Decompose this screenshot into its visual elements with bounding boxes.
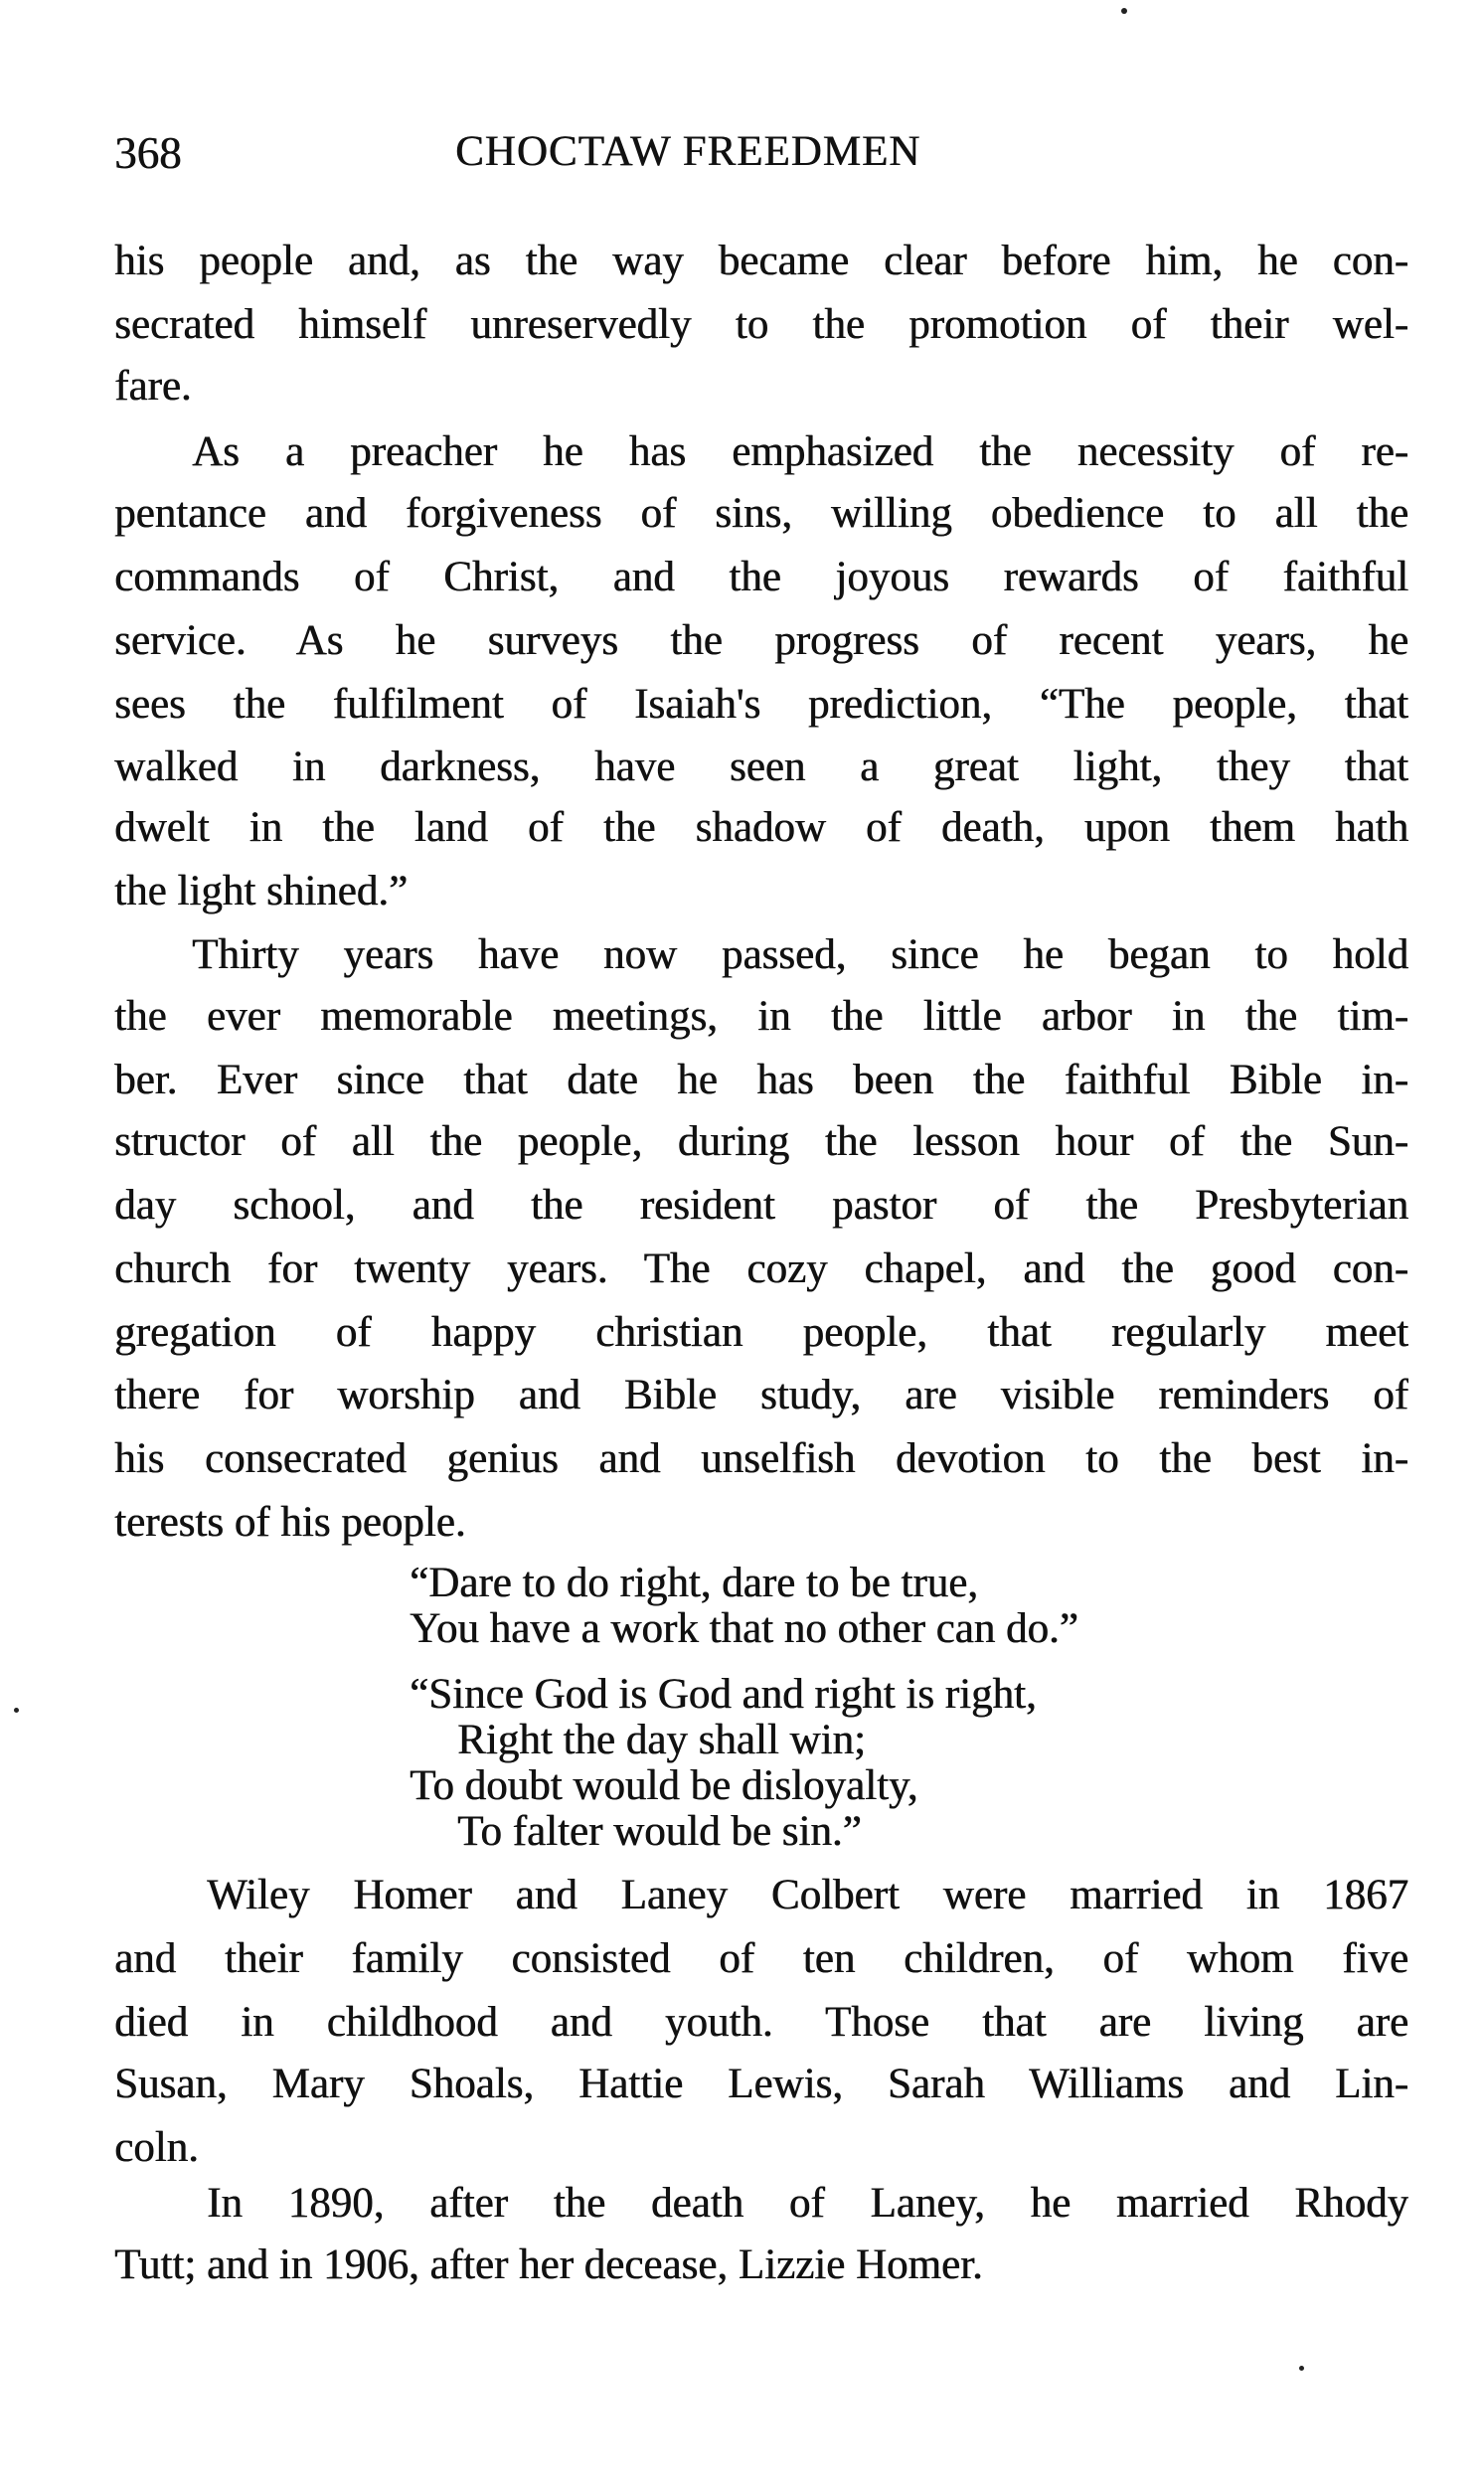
text-line: there for worship and Bible study, are visible reminders of [114,1372,1408,1418]
page-number: 368 [114,128,182,178]
poem-line: To falter would be sin.” [457,1808,862,1855]
text-line: his consecrated genius and unselfish devotion to the best in- [114,1435,1408,1482]
text-line: gregation of happy christian people, that regularly meet [114,1309,1408,1356]
print-speck [1121,8,1127,14]
text-line: and their family consisted of ten children, of whom five [114,1935,1408,1982]
text-line: pentance and forgiveness of sins, willing obedience to all the [114,490,1408,537]
text-line: the light shined.” [114,868,408,914]
text-line: Susan, Mary Shoals, Hattie Lewis, Sarah Williams and Lin- [114,2061,1408,2107]
text-line: service. As he surveys the progress of recent years, he [114,617,1408,664]
running-title: CHOCTAW FREEDMEN [455,128,921,175]
text-line: Tutt; and in 1906, after her decease, Lizzie Homer. [114,2241,983,2288]
text-line: fare. [114,363,192,410]
text-line: As a preacher he has emphasized the necessity of re- [192,428,1408,475]
poem-line: “Dare to do right, dare to be true, [410,1560,978,1606]
text-line: coln. [114,2124,199,2171]
print-speck [1299,2366,1304,2371]
poem-line: “Since God is God and right is right, [410,1671,1037,1718]
text-line: Thirty years have now passed, since he began to hold [192,931,1408,978]
poem-line: Right the day shall win; [457,1717,866,1763]
text-line: ber. Ever since that date he has been the faithful Bible in- [114,1057,1408,1103]
text-line: died in childhood and youth. Those that are living are [114,1999,1408,2046]
text-line: his people and, as the way became clear before him, he con- [114,238,1408,284]
text-line: Wiley Homer and Laney Colbert were married in 1867 [207,1872,1408,1918]
text-line: church for twenty years. The cozy chapel, and the good con- [114,1245,1408,1292]
text-line: the ever memorable meetings, in the little arbor in the tim- [114,993,1408,1040]
text-line: In 1890, after the death of Laney, he married Rhody [207,2180,1408,2227]
poem-line: You have a work that no other can do.” [410,1605,1078,1652]
poem-line: To doubt would be disloyalty, [410,1762,918,1809]
text-line: sees the fulfilment of Isaiah's prediction, “The people, that [114,681,1408,728]
print-speck [14,1708,19,1713]
text-line: dwelt in the land of the shadow of death, upon them hath [114,804,1408,851]
text-line: terests of his people. [114,1499,466,1546]
text-line: day school, and the resident pastor of the Presbyterian [114,1182,1408,1229]
text-line: walked in darkness, have seen a great light, they that [114,744,1408,790]
text-line: secrated himself unreservedly to the promotion of their wel- [114,301,1408,348]
text-line: structor of all the people, during the lesson hour of the Sun- [114,1118,1408,1165]
text-line: commands of Christ, and the joyous rewards of faithful [114,554,1408,600]
